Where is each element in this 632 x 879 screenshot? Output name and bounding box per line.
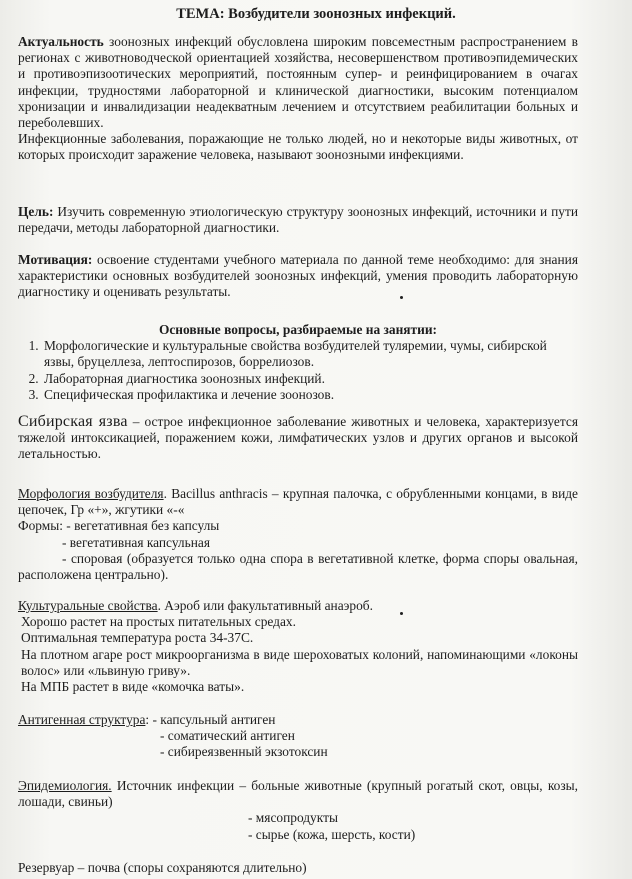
cultural-label: Культуральные свойства	[18, 598, 158, 613]
anthrax-section	[18, 414, 578, 463]
list-item: 1. Морфологические и культуральные свойства возбудителей туляремии, чумы, сибирской язвы, бруцеллеза, лептоспирозов, боррелиозов.	[42, 338, 578, 370]
antigen-item-2: - соматический антиген	[160, 728, 295, 744]
antigen-item-3: - сибиреязвенный экзотоксин	[160, 744, 328, 760]
epidemiology-label: Эпидемиология.	[18, 778, 112, 793]
motivation-text: освоение студентами учебного материала по данной теме необходимо: для знания характеристики основных возбудителей зоонозных инфекций, умения проводить лабораторную диагностику и оценивать результаты.	[18, 252, 578, 300]
goal-text: Изучить современную этиологическую структуру зоонозных инфекций, источники и пути передачи, методы лабораторной диагностики.	[18, 204, 578, 236]
antigen-label: Антигенная структура	[18, 712, 146, 727]
cultural-section	[18, 598, 578, 695]
motivation-section	[18, 252, 578, 301]
morphology-section	[18, 486, 578, 583]
morphology-form-3: - споровая (образуется только одна спора в вегетативной клетке, форма споры овальная, расположена центрально).	[18, 550, 578, 583]
cultural-line-1: Хорошо растет на простых питательных средах.	[21, 614, 296, 630]
relevance-label: Актуальность	[18, 34, 104, 49]
ink-dot	[400, 612, 403, 615]
epidemiology-item-1: - мясопродукты	[248, 810, 338, 826]
zoonosis-definition: Инфекционные заболевания, поражающие не только людей, но и некоторые виды животных, от которых происходит заражение человека, называют зоонозными инфекциями.	[18, 131, 578, 163]
cultural-line-2: Оптимальная температура роста 34-37С.	[21, 630, 254, 646]
list-item: 3. Специфическая профилактика и лечение зоонозов.	[42, 387, 578, 403]
morphology-text: . Bacillus anthracis – крупная палочка, с обрубленными концами, в виде цепочек, Гр «+», жгутики «-«	[18, 486, 578, 518]
relevance-section	[18, 34, 578, 164]
cultural-line-3: На плотном агаре рост микроорганизма в виде шероховатых колоний, напоминающими «локоны волос» или «львиную гриву».	[21, 646, 578, 678]
antigen-section	[18, 712, 578, 761]
anthrax-text: – острое инфекционное заболевание животных и человека, характеризуется тяжелой интоксикацией, поражением кожи, лимфатических узлов и других органов и высокой летальностью.	[18, 414, 578, 462]
motivation-label: Мотивация:	[18, 252, 93, 267]
questions-list	[18, 338, 578, 403]
morphology-forms-label: Формы: - вегетативная без капсулы	[18, 518, 220, 534]
antigen-item-1: : - капсульный антиген	[145, 712, 276, 727]
goal-section	[18, 204, 578, 236]
reservoir-line: Резервуар – почва (споры сохраняются длительно)	[18, 860, 307, 875]
goal-label: Цель:	[18, 204, 54, 219]
morphology-form-2: - вегетативная капсульная	[62, 534, 210, 550]
ink-dot	[400, 296, 403, 299]
morphology-label: Морфология возбудителя	[18, 486, 164, 501]
anthrax-name: Сибирская язва	[18, 413, 128, 430]
questions-section	[18, 322, 578, 403]
cultural-text: . Аэроб или факультативный анаэроб.	[157, 598, 373, 613]
epidemiology-text: Источник инфекции – больные животные (крупный рогатый скот, овцы, козы, лошади, свиньи)	[18, 778, 578, 810]
epidemiology-section	[18, 778, 578, 843]
cultural-line-4: На МПБ растет в виде «комочка ваты».	[21, 679, 245, 695]
epidemiology-item-2: - сырье (кожа, шерсть, кости)	[248, 826, 416, 842]
questions-heading: Основные вопросы, разбираемые на занятии:	[158, 322, 438, 337]
relevance-text: зоонозных инфекций обусловлена широким повсеместным распространением в регионах с животноводческой ориентацией хозяйства, несовершенством противоэпидемических и противоэпизоотических мероприятий, постоянным супер- и реинфицированием в очагах инфекции, трудностями лабораторной и клинической диагностики, высоким потенциалом хронизации и инвалидизации неадекватным лечением и отсутствием реабилитации больных и переболевших.	[18, 34, 578, 131]
page-title: ТЕМА: Возбудители зоонозных инфекций.	[176, 6, 456, 22]
list-item: 2. Лабораторная диагностика зоонозных инфекций.	[42, 371, 578, 387]
